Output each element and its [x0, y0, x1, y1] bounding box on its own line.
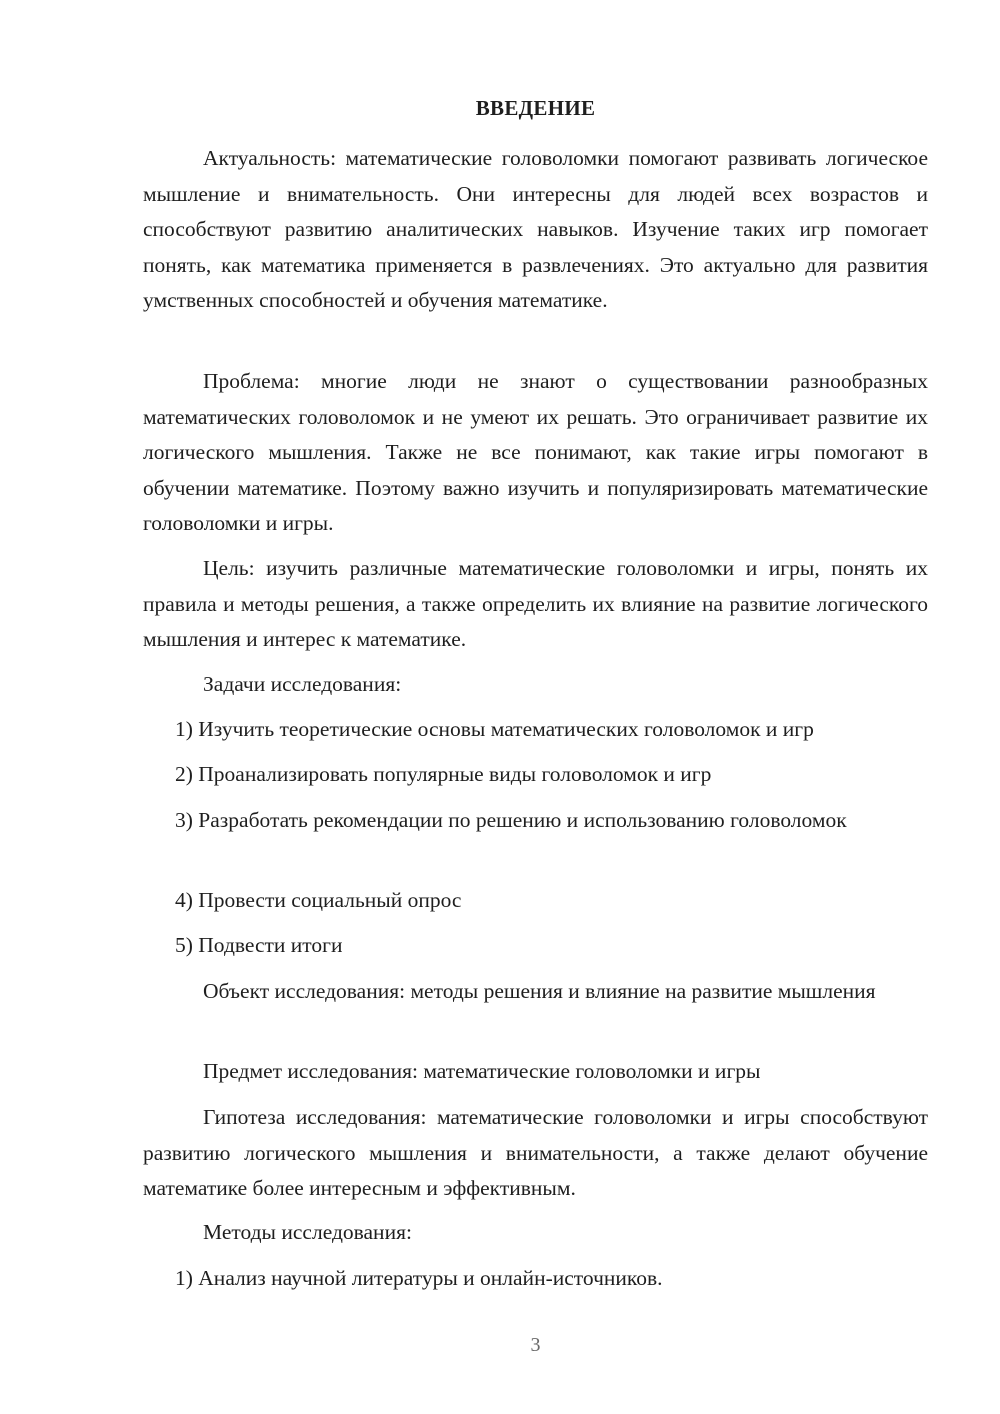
hypothesis-paragraph: Гипотеза исследования: математические головоломки и игры способствуют развитию логического мышления и внимательности, а также делают обучение математике более интересным и эффективным. [143, 1105, 928, 1200]
methods-heading: Методы исследования: [203, 1220, 412, 1244]
task-item-4: 4) Провести социальный опрос [175, 888, 462, 912]
section-title: ВВЕДЕНИЕ [475, 96, 596, 120]
task-item-2: 2) Проанализировать популярные виды головоломок и игр [175, 762, 712, 786]
problem-paragraph: Проблема: многие люди не знают о существовании разнообразных математических головоломок и не умеют их решать. Это ограничивает развитие их логического мышления. Также не все понимают, как такие игры помогают в обучении математике. Поэтому важно изучить и популяризировать математические головоломки и игры. [143, 369, 928, 535]
method-item-1: 1) Анализ научной литературы и онлайн-источников. [175, 1266, 663, 1290]
goal-paragraph: Цель: изучить различные математические головоломки и игры, понять их правила и методы решения, а также определить их влияние на развитие логического мышления и интерес к математике. [143, 556, 928, 651]
task-item-5: 5) Подвести итоги [175, 933, 343, 957]
tasks-heading: Задачи исследования: [203, 672, 402, 696]
task-item-3: 3) Разработать рекомендации по решению и использованию головоломок [175, 808, 847, 832]
page-number: 3 [530, 1334, 541, 1356]
subject-paragraph: Предмет исследования: математические головоломки и игры [203, 1059, 761, 1083]
task-item-1: 1) Изучить теоретические основы математических головоломок и игр [175, 717, 814, 741]
relevance-paragraph: Актуальность: математические головоломки помогают развивать логическое мышление и внимательность. Они интересны для людей всех возрастов и способствуют развитию аналитических навыков. Изучение таких игр помогает понять, как математика применяется в развлечениях. Это актуально для развития умственных способностей и обучения математике. [143, 146, 928, 312]
object-paragraph: Объект исследования: методы решения и влияние на развитие мышления [203, 979, 876, 1003]
